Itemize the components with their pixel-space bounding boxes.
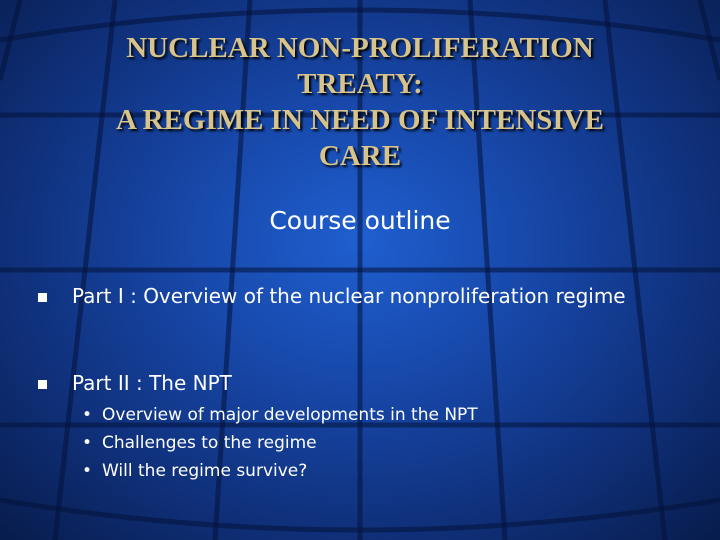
square-bullet-icon bbox=[38, 380, 47, 389]
title-line: CARE bbox=[318, 140, 402, 172]
sub-bullet-text: Will the regime survive? bbox=[102, 461, 308, 481]
title-line: NUCLEAR NON-PROLIFERATION bbox=[126, 32, 594, 64]
bullet-item-part-2 bbox=[38, 371, 672, 395]
slide-title bbox=[40, 30, 680, 174]
title-line: A REGIME IN NEED OF INTENSIVE bbox=[116, 104, 604, 136]
bullet-text: Part II : The NPT bbox=[72, 371, 232, 395]
title-line: TREATY: bbox=[297, 68, 423, 100]
bullet-item-part-1 bbox=[38, 284, 672, 308]
sub-bullet-item bbox=[82, 457, 478, 485]
slide-subtitle: Course outline bbox=[269, 206, 451, 235]
dot-bullet-icon: • bbox=[82, 405, 93, 425]
sub-bullet-text: Challenges to the regime bbox=[102, 433, 317, 453]
dot-bullet-icon: • bbox=[82, 433, 93, 453]
sub-bullet-item bbox=[82, 429, 478, 457]
sub-bullet-item bbox=[82, 401, 478, 429]
sub-bullet-text: Overview of major developments in the NPT bbox=[102, 405, 478, 425]
dot-bullet-icon: • bbox=[82, 461, 93, 481]
sub-bullet-list bbox=[82, 401, 478, 485]
square-bullet-icon bbox=[38, 293, 47, 302]
bullet-text: Part I : Overview of the nuclear nonproliferation regime bbox=[72, 284, 626, 308]
